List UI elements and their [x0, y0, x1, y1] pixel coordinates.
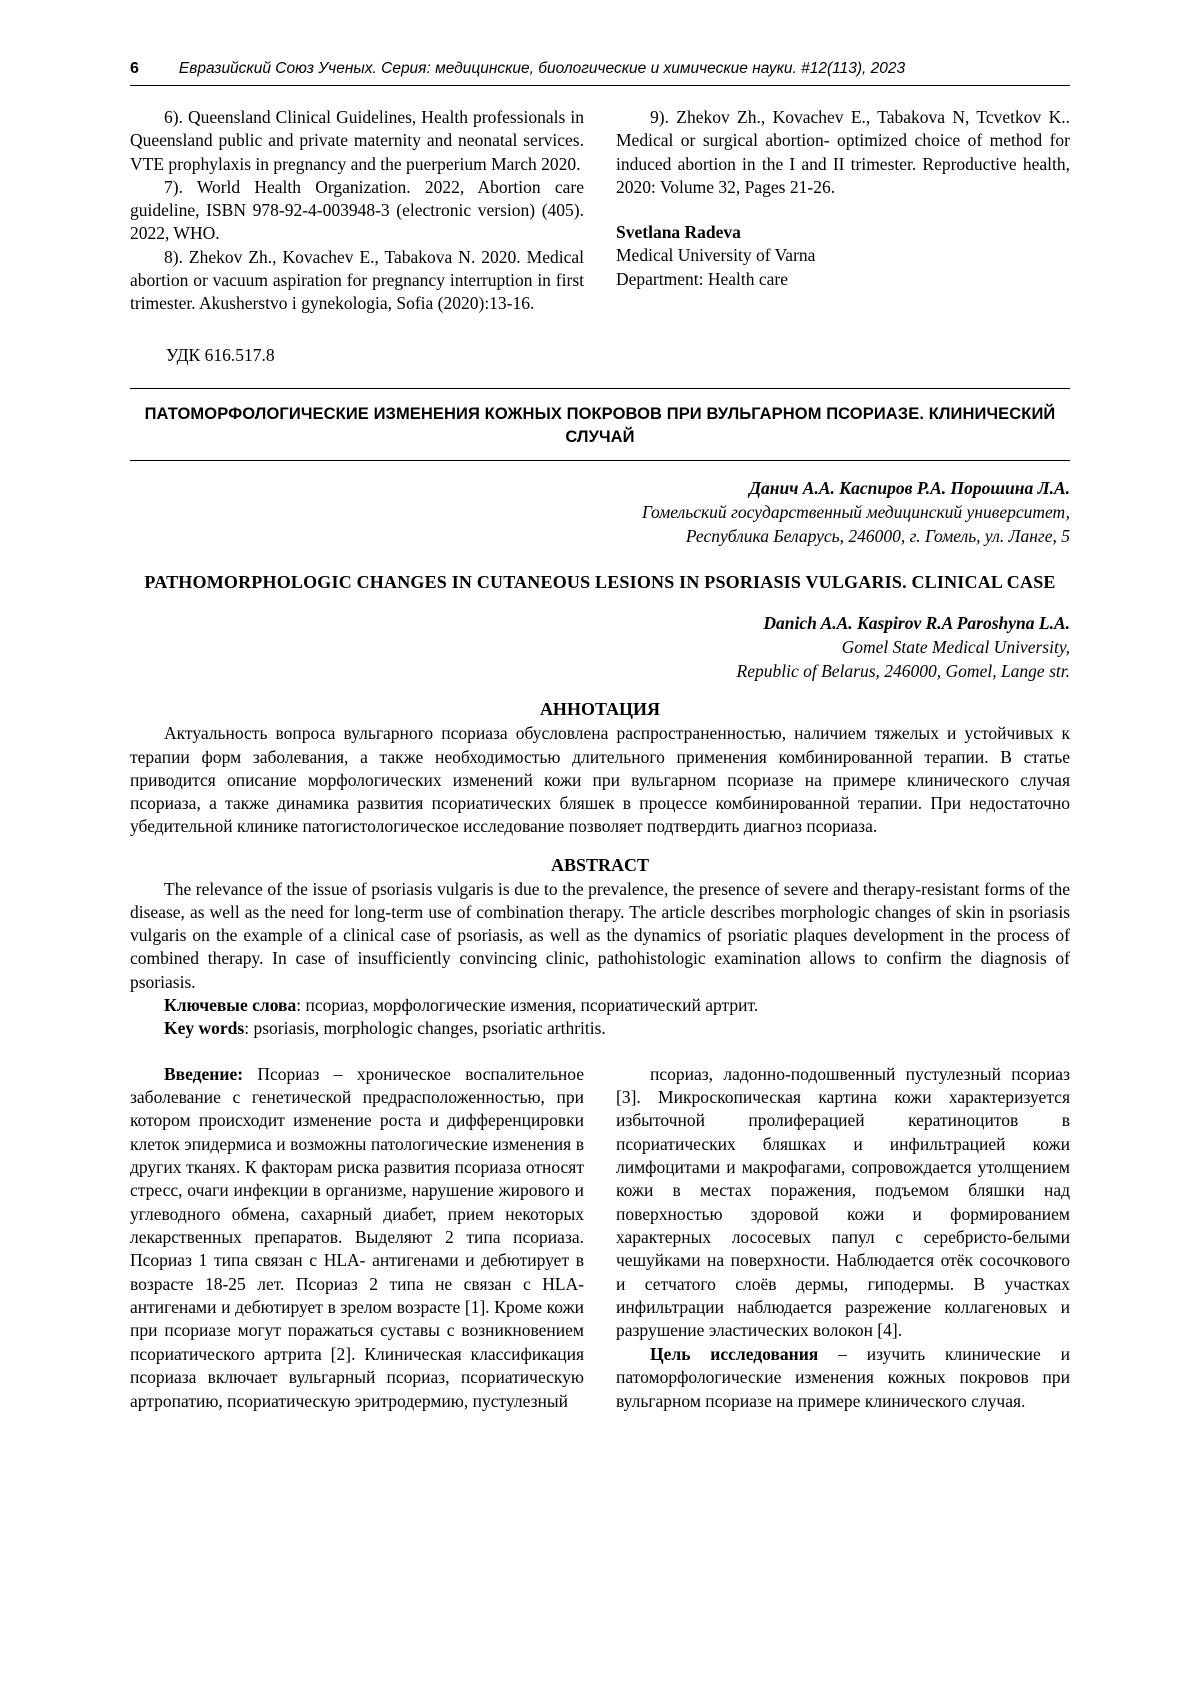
goal-label: Цель исследования: [650, 1343, 819, 1364]
introduction-label: Введение:: [164, 1063, 244, 1084]
authors-en-names: Danich A.A. Kaspirov R.A Paroshyna L.A.: [763, 613, 1070, 634]
authors-en-affiliation-line2: Republic of Belarus, 246000, Gomel, Lange str.: [736, 660, 1070, 681]
keywords-ru-label: Ключевые слова: [164, 994, 297, 1015]
abstract-heading: ABSTRACT: [550, 854, 650, 875]
authors-ru-affiliation-line2: Республика Беларусь, 246000, г. Гомель, ул. Ланге, 5: [685, 525, 1070, 546]
references-section: [130, 106, 1070, 315]
body-right-column: [616, 1063, 1070, 1413]
author-name: Svetlana Radeva: [616, 222, 741, 243]
page-number: 6: [130, 60, 139, 77]
authors-en-affiliation-line1: Gomel State Medical University,: [841, 637, 1070, 658]
journal-title: Евразийский Союз Ученых. Серия: медицинские, биологические и химические науки. #12(113), 2023: [178, 60, 906, 77]
article-title-ru: ПАТОМОРФОЛОГИЧЕСКИЕ ИЗМЕНЕНИЯ КОЖНЫХ ПОКРОВОВ ПРИ ВУЛЬГАРНОМ ПСОРИАЗЕ. КЛИНИЧЕСКИЙ СЛУЧАЙ: [130, 388, 1070, 461]
goal-text: – изучить клинические и патоморфологические изменения кожных покровов при вульгарном псориазе на примере клинического случая.: [616, 1343, 1070, 1411]
keywords-en: [130, 1017, 1070, 1040]
references-left-column: [130, 106, 584, 315]
reference-item: 9). Zhekov Zh., Kovachev E., Tabakova N, Tcvetkov K.. Medical or surgical abortion- optimized choice of method for induced abortion in the I and II trimester. Reproductive health, 2020: Volume 32, Pages 21-26.: [616, 107, 1070, 197]
body-paragraph: псориаз, ладонно-подошвенный пустулезный псориаз [3]. Микроскопическая картина кожи характеризуется избыточной пролиферацией кератиноцитов в псориатических бляшках и инфильтрацией кожи лимфоцитами и макрофагами, сопровождается утолщением кожи в местах поражения, подъемом бляшки над поверхностью здоровой кожи и формированием характерных лососевых папул с серебристо-белыми чешуйками на поверхности. Наблюдается отёк сосочкового и сетчатого слоёв дермы, гиподермы. В участках инфильтрации наблюдается разрежение коллагеновых и разрушение эластических волокон [4].: [616, 1063, 1070, 1341]
reference-item: 8). Zhekov Zh., Kovachev E., Tabakova N. 2020. Medical abortion or vacuum aspiration for pregnancy interruption in first trimester. Akusherstvo i gynekologia, Sofia (2020):13-16.: [130, 246, 584, 314]
goal-paragraph: [616, 1343, 1070, 1413]
article-title-en: PATHOMORPHOLOGIC CHANGES IN CUTANEOUS LESIONS IN PSORIASIS VULGARIS. CLINICAL CASE: [144, 572, 1056, 593]
introduction-text: Псориаз – хроническое воспалительное заболевание с генетической предрасположенностью, при котором происходит изменение роста и дифференцировки клеток эпидермиса и возможны патологические изменения в других тканях. К факторам риска развития псориаза относят стресс, очаги инфекции в организме, нарушение жирового и углеводного обмена, сахарный диабет, прием некоторых лекарственных препаратов. Выделяют 2 типа псориаза. Псориаз 1 типа связан с HLA- антигенами и дебютирует в возрасте 18-25 лет. Псориаз 2 типа не связан с HLA- антигенами и дебютирует в зрелом возрасте [1]. Кроме кожи при псориазе могут поражаться суставы с возникновением псориатического артрита [2]. Клиническая классификация псориаза включает вульгарный псориаз, псориатическую артропатию, псориатическую эритродермию, пустулезный: [130, 1063, 584, 1411]
author-department: Department: Health care: [616, 268, 788, 289]
udc-code: УДК 616.517.8: [166, 345, 275, 366]
reference-item: 7). World Health Organization. 2022, Abortion care guideline, ISBN 978-92-4-003948-3 (electronic version) (405). 2022, WHO.: [130, 176, 584, 244]
body-section: [130, 1063, 1070, 1413]
keywords-en-label: Key words: [164, 1018, 245, 1039]
reference-item: 6). Queensland Clinical Guidelines, Health professionals in Queensland public and private maternity and neonatal services. VTE prophylaxis in pregnancy and the puerperium March 2020.: [130, 107, 584, 174]
body-left-column: [130, 1063, 584, 1413]
author-affiliation: Medical University of Varna: [616, 245, 816, 266]
keywords-ru-text: : псориаз, морфологические измения, псориатический артрит.: [296, 994, 759, 1015]
running-head: [130, 60, 1070, 86]
authors-ru-affiliation-line1: Гомельский государственный медицинский университет,: [641, 501, 1070, 522]
previous-article-author-block: [616, 221, 1070, 291]
introduction-paragraph: [130, 1063, 584, 1413]
authors-ru-names: Данич А.А. Каспиров Р.А. Порошина Л.А.: [749, 478, 1070, 499]
authors-en-block: [130, 612, 1070, 683]
authors-ru-block: [130, 477, 1070, 548]
annotation-heading: АННОТАЦИЯ: [539, 699, 661, 720]
keywords-ru: [130, 994, 1070, 1017]
keywords-en-text: : psoriasis, morphologic changes, psoriatic arthritis.: [244, 1018, 606, 1039]
references-right-column: [616, 106, 1070, 315]
abstract-text: The relevance of the issue of psoriasis vulgaris is due to the prevalence, the presence of severe and therapy-resistant forms of the disease, as well as the need for long-term use of combination therapy. The article describes morphologic changes of skin in psoriasis vulgaris on the example of a clinical case of psoriasis, as well as the dynamics of psoriatic plaques development in the process of combined therapy. In case of insufficiently convincing clinic, pathohistologic examination allows to confirm the diagnosis of psoriasis.: [130, 878, 1070, 992]
annotation-text: Актуальность вопроса вульгарного псориаза обусловлена распространенностью, наличием тяжелых и устойчивых к терапии форм заболевания, а также необходимостью длительного применения комбинированной терапии. В статье приводится описание морфологических изменений кожи при вульгарном псориазе на примере клинического случая псориаза, а также динамика развития псориатических бляшек в процессе комбинированной терапии. При недостаточно убедительной клинике патогистологическое исследование позволяет подтвердить диагноз псориаза.: [130, 723, 1070, 837]
